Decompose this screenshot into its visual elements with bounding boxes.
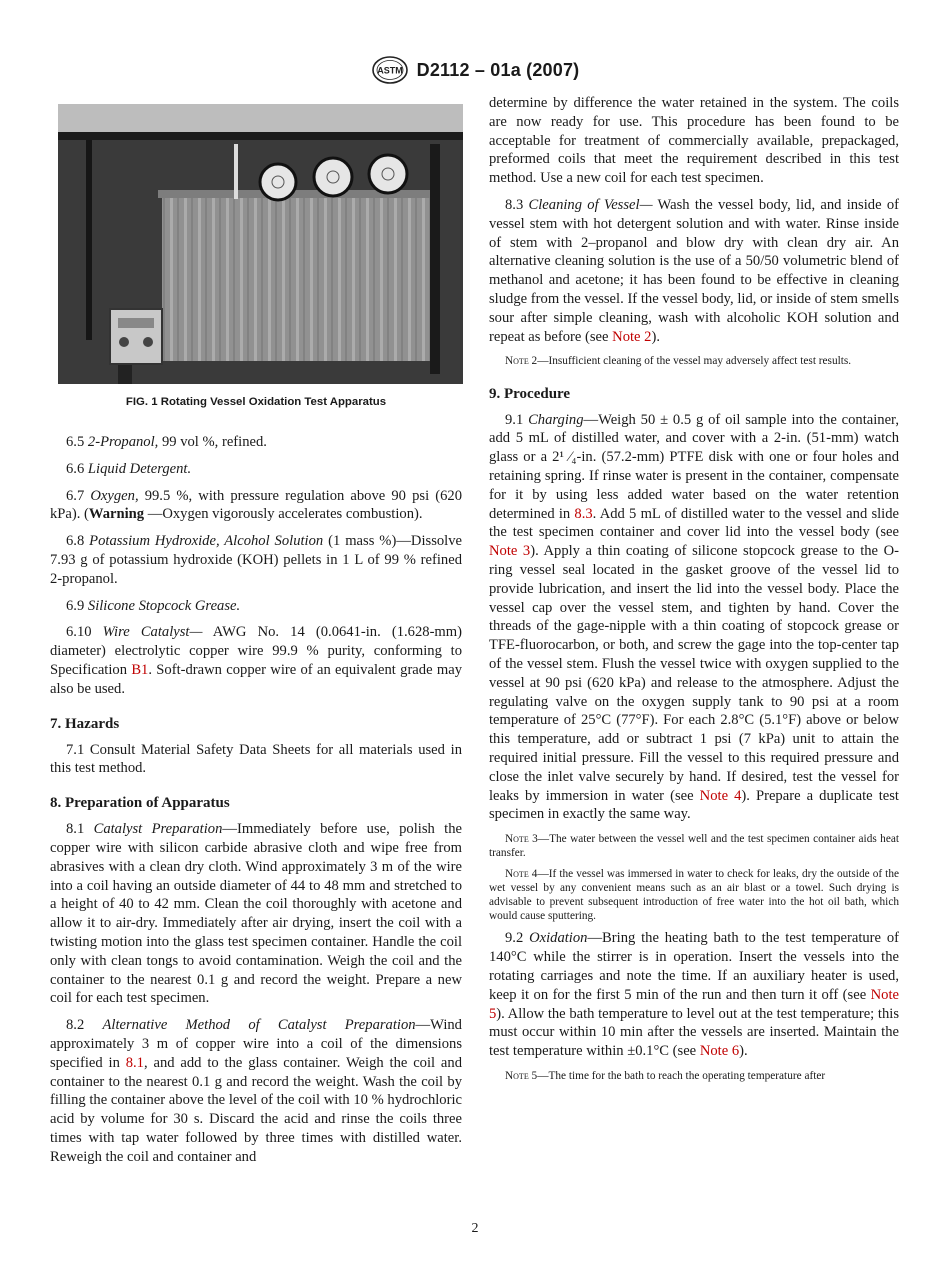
logo-text: ASTM xyxy=(376,65,403,76)
paragraph-7-1: 7.1 Consult Material Safety Data Sheets for all materials used in this test method. xyxy=(50,741,462,777)
paragraph-6-7: 6.7 Oxygen, 99.5 %, with pressure regulation above 90 psi (620 kPa). (Warning —Oxygen vigorously accelerates combustion). xyxy=(50,487,462,523)
section-heading-hazards: 7. Hazards xyxy=(50,715,120,732)
apparatus-photo-image xyxy=(58,104,463,384)
right-column xyxy=(489,94,899,1089)
left-column xyxy=(50,94,462,1175)
reference-link-note-6[interactable]: Note 6 xyxy=(699,1043,740,1060)
paragraph-8-3: 8.3 Cleaning of Vessel— Wash the vessel body, lid, and inside of vessel stem with hot detergent solution and with water. Rinse inside of stem with 2–propanol and blow dry with clean dry air. An alternative cleaning solution is the use of a 50/50 volumetric blend of methanol and acetone; it has been found to be effective in cleaning sludge from the vessel. If the vessel body, lid, or inside of stem smells sour after simple cleaning, wash with alcoholic KOH solution and repeat as before (see Note 2). xyxy=(489,196,899,345)
paragraph-6-10: 6.10 Wire Catalyst— AWG No. 14 (0.0641-in. (1.628-mm) diameter) electrolytic copper wire 99.9 % purity, conforming to Specification B1. Soft-drawn copper wire of an equivalent grade may also be used. xyxy=(50,624,462,697)
paragraph-9-1: 9.1 Charging—Weigh 50 ± 0.5 g of oil sample into the container, add 5 mL of distilled water, and cover with a 2-in. (51-mm) watch glass or a 2¹ ⁄₄-in. (57.2-mm) PTFE disk with one or four holes and retaining spring. If rinse water is present in the container, compensate for it by using less added water based on the water retention determined in 8.3. Add 5 mL of distilled water to the vessel and slide the test specimen container and cover lid into the vessel body (see Note 3). Apply a thin coating of silicone stopcock grease to the O-ring vessel seal located in the gasket groove of the vessel lid to provide lubrication, and insert the lid into the vessel body. Place the vessel cap over the vessel stem, and tighten by hand. Cover the threads of the gage-nipple with a thin coating of stopcock grease or TFE-fluorocarbon, or both, and screw the gage into the top-center tap of the vessel stem. Flush the vessel twice with oxygen supplied to the vessel at 90 psi (620 kPa) and release to the atmosphere. Adjust the regulating valve on the oxygen supply tank to 90 psi at a room temperature of 25°C (77°F). For each 2.8°C (5.1°F) above or below this temperature, add or subtract 1 psi (7 kPa) unit to attain the required initial pressure. Fill the vessel to this required pressure and close the inlet valve securely by hand. If desired, test the vessel for leaks by immersion in water (see Note 4). Prepare a duplicate test specimen in exactly the same way. xyxy=(489,411,900,823)
note-3: Note 3—The water between the vessel well and the test specimen container aids heat transfer. xyxy=(489,833,899,860)
note-2: Note 2—Insufficient cleaning of the vessel may adversely affect test results. xyxy=(505,355,852,368)
paragraph-8-2: 8.2 Alternative Method of Catalyst Preparation—Wind approximately 3 m of copper wire into a coil of the dimensions specified in 8.1, and add to the glass container. Weigh the coil and container to the nearest 0.1 g and record the weight. Wash the coil by filling the container above the level of the coil with 10 % hydrochloric acid by volume for 30 s. Discard the acid and rinse the coils three times with tap water followed by three times with distilled water. Reweigh the coil and container and xyxy=(50,1017,463,1165)
paragraph-6-8: 6.8 Potassium Hydroxide, Alcohol Solution (1 mass %)—Dissolve 7.93 g of potassium hydroxide (KOH) pellets in 1 L of 99 % refined 2-propanol. xyxy=(50,533,462,587)
paragraph-8-1: 8.1 Catalyst Preparation—Immediately before use, polish the copper wire with silicon carbide abrasive cloth and wipe free from abrasives with a clean dry cloth. Wind approximately 3 m of the wire into a coil having an outside diameter of 44 to 48 mm and stretched to a height of 40 to 42 mm. Clean the coil thoroughly with acetone and allow it to air-dry. Immediately after air drying, insert the coil with a twisting motion into the glass test specimen container. Handle the coil only with clean tongs to avoid contamination. Weigh the coil and the container to the nearest 0.1 g and record the weight. Prepare a new coil for each test specimen. xyxy=(50,821,462,1007)
page-number: 2 xyxy=(471,1221,479,1236)
paragraph-9-2: 9.2 Oxidation—Bring the heating bath to the test temperature of 140°C while the stirrer is in operation. Insert the vessels into the rotating carriages and note the time. If an auxiliary heater is used, keep it on for the first 5 min of the run and then turn it off (see Note 5). Allow the bath temperature to level out at the test temperature; this must occur within 10 min after the vessels are inserted. Maintain the test temperature within ±0.1°C (see Note 6). xyxy=(489,930,899,1060)
reference-link-note-2[interactable]: Note 2 xyxy=(612,328,652,345)
paragraph-6-6: 6.6 Liquid Detergent. xyxy=(66,460,192,477)
reference-link-b1[interactable]: B1 xyxy=(131,661,149,678)
figure-photo xyxy=(58,104,463,384)
page-header xyxy=(0,54,950,86)
reference-link-8-3[interactable]: 8.3 xyxy=(574,505,593,522)
section-heading-preparation: 8. Preparation of Apparatus xyxy=(50,795,230,812)
section-heading-procedure: 9. Procedure xyxy=(489,385,571,402)
astm-logo-icon xyxy=(371,55,409,85)
warning-label: Warning xyxy=(88,506,145,523)
reference-link-note-3[interactable]: Note 3 xyxy=(489,543,531,560)
document-designation: D2112 – 01a (2007) xyxy=(416,59,580,80)
reference-link-8-1[interactable]: 8.1 xyxy=(125,1054,144,1071)
reference-link-note-4[interactable]: Note 4 xyxy=(699,787,742,804)
reference-link-note-5[interactable]: Note 5 xyxy=(489,986,899,1022)
figure-caption: FIG. 1 Rotating Vessel Oxidation Test Apparatus xyxy=(125,396,387,408)
note-5: Note 5—The time for the bath to reach the operating temperature after xyxy=(505,1069,826,1082)
paragraph-8-2-continued: determine by difference the water retained in the system. The coils are now ready for use. This procedure has been found to be acceptable for treatment of commercially available, prepackaged, preformed coils that meet the requirement described in this test method. Use a new coil for each test specimen. xyxy=(489,95,899,187)
paragraph-6-5: 6.5 2-Propanol, 99 vol %, refined. xyxy=(66,434,267,450)
paragraph-6-9: 6.9 Silicone Stopcock Grease. xyxy=(66,597,241,614)
note-4: Note 4—If the vessel was immersed in water to check for leaks, dry the outside of the wet vessel by any convenient means such as an air blast or a towel. Such drying is advisable to prevent subsequent introduction of free water into the hot oil bath, which would cause sputtering. xyxy=(489,867,899,923)
